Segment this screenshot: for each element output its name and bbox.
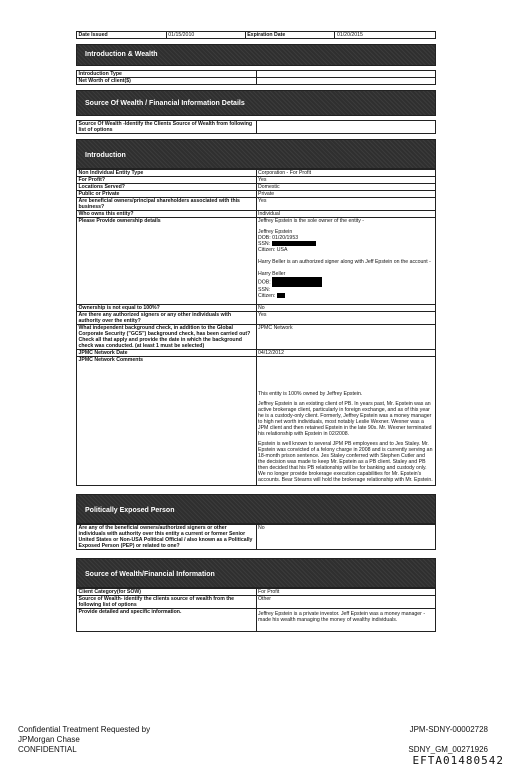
ownership-details: Jeffrey Epstein is the sole owner of the entity - Jeffrey Epstein DOB: 01/20/1953 SSN: Citizen: USA Harry Beller is an authorized signer along with Jeff Epstein on the account - Harry Beller DOB: SSN: Citizen:	[256, 218, 436, 305]
section-title: Source Of Wealth / Financial Information Details	[85, 100, 245, 107]
section-header-source-fin	[76, 90, 436, 116]
table-row: Non Individual Entity Type Corporation - For Profit	[77, 170, 436, 177]
expiration-date-value: 01/20/2015	[335, 32, 436, 39]
ownership-details-row: Please Provide ownership details Jeffrey Epstein is the sole owner of the entity - Jeffrey Epstein DOB: 01/20/1953 SSN: Citizen: USA Harry Beller is an authorized signer along with Jeff Epstein on the account - Harry Beller DOB: SSN: Citizen:	[77, 218, 436, 305]
section-header-sow-fin	[76, 558, 436, 588]
introduction-table	[76, 169, 436, 486]
footer-confidential: Confidential Treatment Requested by JPMorgan Chase CONFIDENTIAL	[18, 725, 151, 754]
section-header-pep	[76, 494, 436, 524]
section-header-intro-wealth	[76, 44, 436, 66]
table-row: Introduction Type	[77, 71, 436, 78]
network-comments: This entity is 100% owned by Jeffrey Epstein. Jeffrey Epstein is an existing client of PB. In years past, Mr. Epstein was an active brokerage client, particularly in foreign exchange, and as of this year he is a custody-only client. Formerly, Jeffrey Epstein was a money manager to high net worth individuals, most notably Leslie Wexner. Wexner was a JPM client and then retained Epstein in the late 90s. Mr. Wexner terminated his relationship with Epstein in 02/2008. Epstein is well known to several JPM PB employees and to Jes Staley. Mr. Epstein was convicted of a felony charge in 2008 and is currently serving an 18-month prison sentence. Jes Staley conferred with Stephen Cutler and the decision was made to keep Mr. Epstein as a PB client. Staley and PB then decided that his PB relationship will be for banking and custody only. We no longer provide brokerage execution capabilities for Mr. Epstein's accounts. Bear Stearns will hold the brokerage relationship with Mr. Epstein.	[256, 357, 436, 486]
table-row: Who owns this entity? Individual	[77, 211, 436, 218]
section-title: Source of Wealth/Financial Information	[85, 571, 215, 578]
table-row: Client Category(for SOW) For Profit	[77, 589, 436, 596]
table-row: Locations Served? Domestic	[77, 184, 436, 191]
table-row: What independent background check, in addition to the Global Corporate Security ("GCS") background check, has been carried out? Check all that apply and provide the date in which the background check was conducted. (at least 1 must be selected) JPMC Network	[77, 325, 436, 350]
section-header-introduction	[76, 139, 436, 169]
table-row: Are there any authorized signers or any other individuals with authority over the entity? Yes	[77, 312, 436, 325]
date-issued-label: Date Issued	[77, 32, 167, 39]
table-row: For Profit? Yes	[77, 177, 436, 184]
table-row: Provide detailed and specific information. Jeffrey Epstein is a private investor. Jeff Epstein was a money manager - made his wealth managing the money of wealthy individuals.	[77, 609, 436, 632]
table-row: Net Worth of client($)	[77, 78, 436, 85]
efta-number: EFTA01480542	[412, 754, 504, 767]
table-row: Are any of the beneficial owners/authorized signers or other individuals with authority over this entity a current or former Senior United States or Non-USA Political Official / also known as a Politically Exposed Person (PEP) or related to one? No	[77, 525, 436, 550]
table-row: Ownership is not equal to 100%? No	[77, 305, 436, 312]
section-title: Politically Exposed Person	[85, 507, 175, 514]
bates-number-jpm: JPM-SDNY-00002728	[409, 725, 488, 734]
document-page	[76, 31, 436, 632]
table-row: JPMC Network Date 04/12/2012	[77, 350, 436, 357]
date-header-table	[76, 31, 436, 39]
redaction-bar	[277, 293, 285, 298]
intro-wealth-table	[76, 70, 436, 85]
network-comments-row: JPMC Network Comments This entity is 100% owned by Jeffrey Epstein. Jeffrey Epstein is an existing client of PB. In years past, Mr. Epstein was an active brokerage client, particularly in foreign exchange, and as of this year he is a custody-only client. Formerly, Jeffrey Epstein was a money manager to high net worth individuals, most notably Leslie Wexner. Wexner was a JPM client and then retained Epstein in the late 90s. Mr. Wexner terminated his relationship with Epstein in 02/2008. Epstein is well known to several JPM PB employees and to Jes Staley. Mr. Epstein was convicted of a felony charge in 2008 and is currently serving an 18-month prison sentence. Jes Staley conferred with Stephen Cutler and the decision was made to keep Mr. Epstein as a PB client. Staley and PB then decided that his PB relationship will be for banking and custody only. We no longer provide brokerage execution capabilities for Mr. Epstein's accounts. Bear Stearns will hold the brokerage relationship with Mr. Epstein.	[77, 357, 436, 486]
table-row: Public or Private Private	[77, 191, 436, 198]
table-row: Are beneficial owners/principal shareholders associated with this business? Yes	[77, 198, 436, 211]
section-title: Introduction & Wealth	[85, 51, 158, 58]
source-fin-table	[76, 120, 436, 134]
section-title: Introduction	[85, 152, 126, 159]
table-row: Source of Wealth- identify the clients source of wealth from the following list of options Other	[77, 596, 436, 609]
date-issued-value: 01/15/2010	[166, 32, 245, 39]
pep-table	[76, 524, 436, 550]
expiration-date-label: Expiration Date	[245, 32, 335, 39]
sow-fin-table	[76, 588, 436, 632]
redaction-bar	[272, 241, 316, 246]
table-row: Source Of Wealth -Identify the Clients Source of Wealth from following list of options	[77, 121, 436, 134]
bates-number-sdny: SDNY_GM_00271926	[408, 745, 488, 754]
redaction-bar	[272, 277, 322, 287]
